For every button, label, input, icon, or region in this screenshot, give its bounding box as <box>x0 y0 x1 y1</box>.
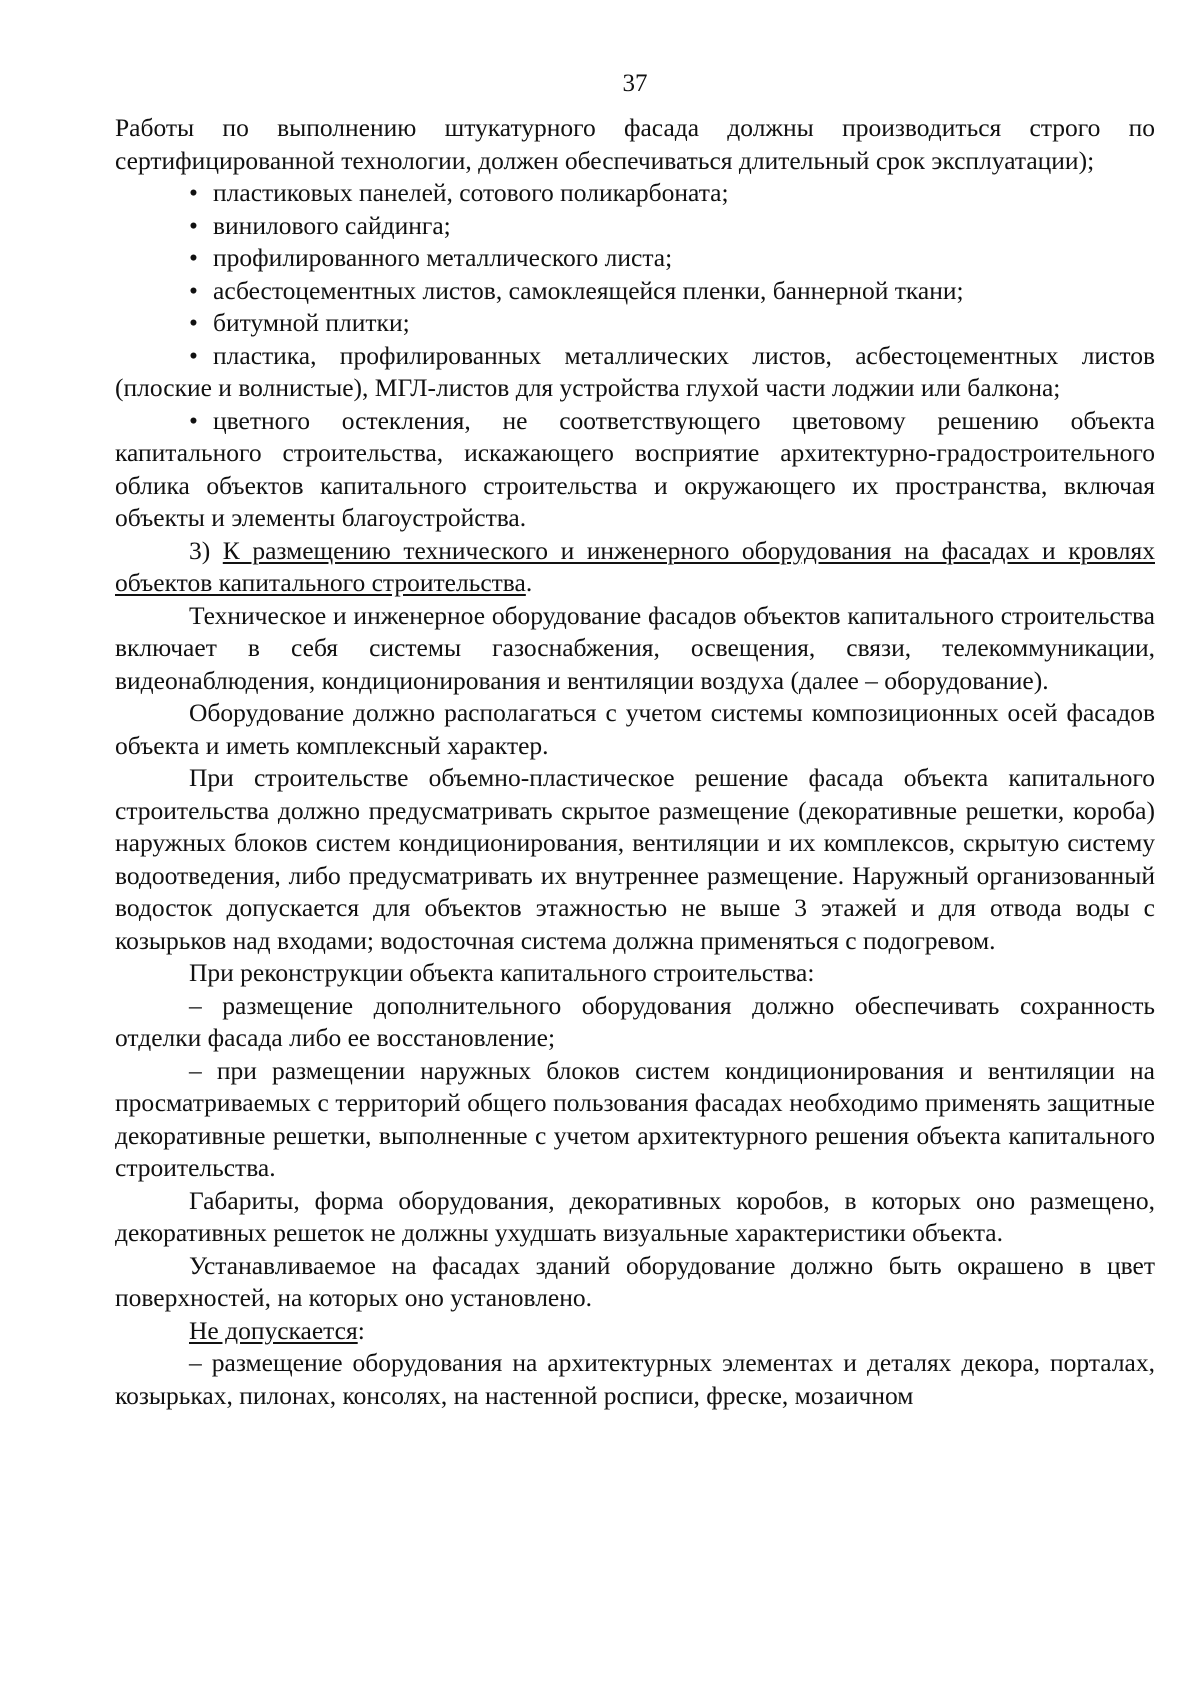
bullet-icon: • <box>189 210 198 240</box>
paragraph-paint: Устанавливаемое на фасадах зданий оборудование должно быть окрашено в цвет поверхностей, на которых оно установлено. <box>115 1250 1155 1312</box>
not-allowed-label: Не допускается <box>189 1315 358 1345</box>
bullet-icon: • <box>189 243 198 272</box>
paragraph-dash-item: – при размещении наружных блоков систем кондиционирования и вентиляции на просматриваемых с территорий общего пользования фасадах необходимо применять защитные декоративные решетки, выполненные с учетом архитектурного решения объекта капитального строительства. <box>115 1055 1155 1182</box>
list-item-text: пластиковых панелей, сотового поликарбоната; <box>213 178 729 207</box>
not-allowed-colon: : <box>357 1315 365 1345</box>
bullet-icon: • <box>189 405 198 435</box>
list-item <box>115 307 1155 340</box>
document-page <box>115 70 1155 1412</box>
list-item <box>115 177 1155 210</box>
not-allowed-heading <box>115 1315 1155 1348</box>
list-item-text: битумной плитки; <box>213 308 410 337</box>
list-item <box>115 275 1155 308</box>
list-item-text: асбестоцементных листов, самоклеящейся пленки, баннерной ткани; <box>213 275 964 305</box>
section-number: 3) <box>189 535 211 565</box>
list-item-text: цветного остекления, не соответствующего цветовому решению объекта капитального строительства, искажающего восприятие архитектурно-градостроительного облика объектов капитального строительства и окружающего их пространства, включая объекты и элементы благоустройства. <box>115 405 1155 532</box>
list-item <box>115 242 1155 275</box>
list-item <box>115 405 1155 535</box>
section-3-heading <box>115 535 1155 600</box>
paragraph-dash-item: – размещение оборудования на архитектурных элементах и деталях декора, порталах, козырьках, пилонах, консолях, на настенной росписи, фреске, мозаичном <box>115 1348 1155 1410</box>
bullet-icon: • <box>189 178 198 207</box>
list-item-text: пластика, профилированных металлических листов, асбестоцементных листов (плоские и волнистые), МГЛ-листов для устройства глухой части лоджии или балкона; <box>115 340 1155 402</box>
paragraph-reconstruction: При реконструкции объекта капитального строительства: <box>189 958 815 987</box>
list-item <box>115 340 1155 405</box>
section-title-end: . <box>525 568 533 597</box>
bullet-icon: • <box>189 340 198 370</box>
list-item <box>115 210 1155 243</box>
list-item-text: винилового сайдинга; <box>213 210 451 240</box>
page-number: 37 <box>622 70 648 97</box>
list-item-text: профилированного металлического листа; <box>213 243 673 272</box>
bullet-icon: • <box>189 275 198 305</box>
paragraph-dimensions: Габариты, форма оборудования, декоративных коробов, в которых оно размещено, декоративных решеток не должны ухудшать визуальные характеристики объекта. <box>115 1185 1155 1247</box>
bullet-list <box>115 177 1155 535</box>
paragraph-plaster-facade: Работы по выполнению штукатурного фасада должны производиться строго по сертифицированной технологии, должен обеспечиваться длительный срок эксплуатации); <box>115 113 1155 175</box>
section-title: К размещению технического и инженерного оборудования на фасадах и кровлях объектов капитального строительства <box>115 535 1155 597</box>
paragraph-dash-item: – размещение дополнительного оборудования должно обеспечивать сохранность отделки фасада либо ее восстановление; <box>115 990 1155 1052</box>
bullet-icon: • <box>189 308 198 337</box>
paragraph-composition-axes: Оборудование должно располагаться с учетом системы композиционных осей фасадов объекта и иметь комплексный характер. <box>115 698 1155 760</box>
paragraph-construction: При строительстве объемно-пластическое решение фасада объекта капитального строительства должно предусматривать скрытое размещение (декоративные решетки, короба) наружных блоков систем кондиционирования, вентиляции и их комплексов, скрытую систему водоотведения, либо предусматривать их внутреннее размещение. Наружный организованный водосток допускается для объектов этажностью не выше 3 этажей и для отвода воды с козырьков над входами; водосточная система должна применяться с подогревом. <box>115 763 1155 955</box>
paragraph-equipment-definition: Техническое и инженерное оборудование фасадов объектов капитального строительства включает в себя системы газоснабжения, освещения, связи, телекоммуникации, видеонаблюдения, кондиционирования и вентиляции воздуха (далее – оборудование). <box>115 600 1155 695</box>
